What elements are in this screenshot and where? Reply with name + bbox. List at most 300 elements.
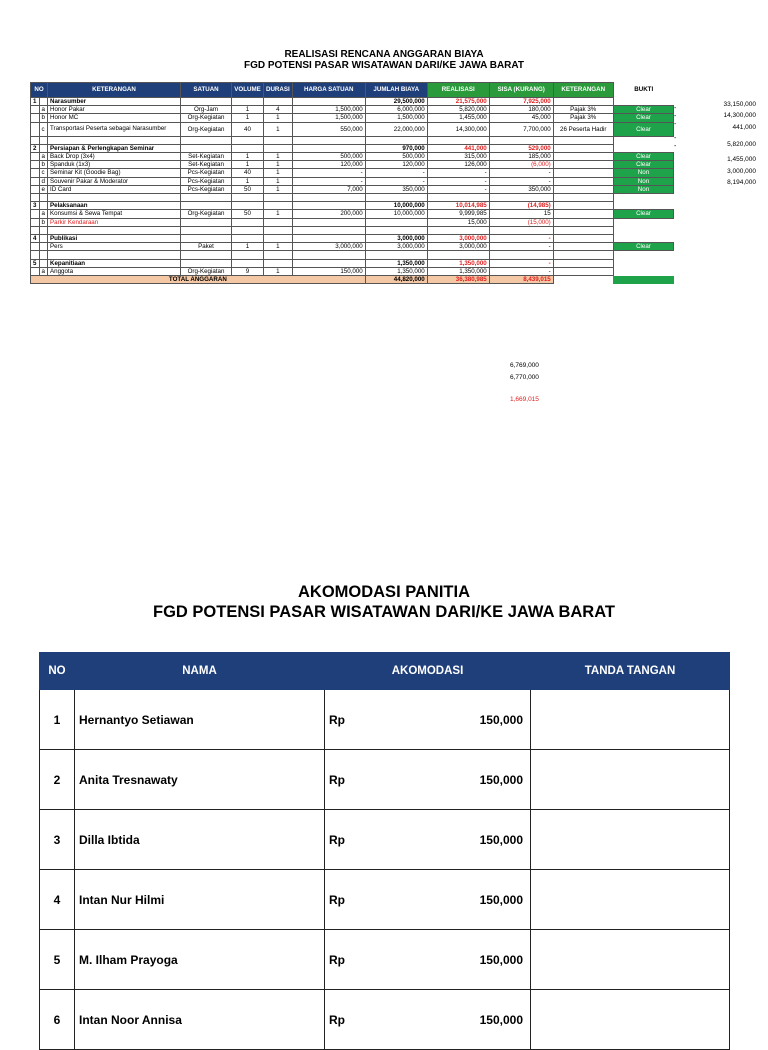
row-keterangan: Konsumsi & Sewa Tempat	[48, 210, 181, 218]
acc-rp: Rp	[329, 952, 345, 967]
row-sub	[39, 144, 48, 152]
row-realisasi	[427, 226, 489, 234]
row-jumlah: 10,000,000	[365, 202, 427, 210]
row-harga: 500,000	[292, 153, 365, 161]
row-harga	[292, 144, 365, 152]
row-realisasi: 10,014,985	[427, 202, 489, 210]
row-sub	[39, 194, 48, 202]
budget-row	[31, 106, 674, 114]
acc-akomodasi	[325, 810, 531, 870]
row-realisasi: 126,000	[427, 161, 489, 169]
row-keterangan: Transportasi Peserta sebagai Narasumber	[48, 122, 181, 136]
budget-title-line1: REALISASI RENCANA ANGGARAN BIAYA	[284, 49, 484, 60]
budget-row	[31, 161, 674, 169]
total-row	[31, 276, 674, 284]
row-keterangan-2	[553, 177, 613, 185]
budget-table	[30, 82, 677, 284]
row-keterangan-2: 26 Peserta Hadir	[553, 122, 613, 136]
note-value-1: 6,769,000	[510, 362, 539, 369]
row-no: 3	[31, 202, 40, 210]
row-durasi	[264, 202, 293, 210]
acc-no: 6	[40, 990, 75, 1050]
row-volume: 1	[232, 106, 264, 114]
acc-amount: 150,000	[479, 772, 523, 787]
side-value: 8,194,000	[727, 179, 756, 186]
row-realisasi: -	[427, 169, 489, 177]
row-sisa: 529,000	[489, 144, 553, 152]
row-no	[31, 122, 40, 136]
acc-rp: Rp	[329, 832, 345, 847]
note-value-3: 1,669,015	[510, 396, 539, 403]
row-keterangan-2: Pajak 3%	[553, 106, 613, 114]
row-volume	[232, 218, 264, 226]
acc-nama: Dilla Ibtida	[75, 810, 325, 870]
row-bukti	[613, 259, 674, 267]
row-sub: b	[39, 218, 48, 226]
acc-akomodasi	[325, 690, 531, 750]
col-keterangan: KETERANGAN	[48, 83, 181, 98]
row-keterangan: Parkir Kendaraan	[48, 218, 181, 226]
row-bukti	[613, 143, 677, 152]
row-sub	[39, 202, 48, 210]
row-volume	[232, 226, 264, 234]
row-volume	[232, 202, 264, 210]
acc-akomodasi	[325, 930, 531, 990]
row-satuan: Pcs-Kegiatan	[181, 177, 232, 185]
row-jumlah	[365, 136, 427, 144]
acc-no: 3	[40, 810, 75, 870]
acc-amount: 150,000	[479, 832, 523, 847]
row-durasi: 1	[264, 210, 293, 218]
row-keterangan: Souvenir Pakar & Moderator	[48, 177, 181, 185]
row-no: 5	[31, 259, 40, 267]
row-jumlah: 10,000,000	[365, 210, 427, 218]
acc-no: 2	[40, 750, 75, 810]
row-jumlah: 1,350,000	[365, 259, 427, 267]
row-sisa: -	[489, 177, 553, 185]
row-durasi: 1	[264, 114, 293, 122]
row-volume	[232, 194, 264, 202]
row-satuan	[181, 226, 232, 234]
row-sub	[39, 136, 48, 144]
acc-signature[interactable]	[531, 870, 730, 930]
total-sisa: 8,439,015	[489, 276, 553, 284]
acc-akomodasi	[325, 990, 531, 1050]
acc-col-nama: NAMA	[75, 653, 325, 690]
row-satuan	[181, 259, 232, 267]
row-bukti	[613, 251, 674, 259]
row-sisa: 7,700,000	[489, 122, 553, 136]
row-volume	[232, 136, 264, 144]
col-durasi: DURASI	[264, 83, 293, 98]
acc-nama: M. Ilham Prayoga	[75, 930, 325, 990]
row-realisasi: 9,999,985	[427, 210, 489, 218]
col-sisa: SISA (KURANG)	[489, 83, 553, 98]
row-durasi: 1	[264, 185, 293, 193]
budget-body	[31, 98, 677, 276]
row-harga: 200,000	[292, 210, 365, 218]
row-keterangan: Pers	[48, 243, 181, 251]
row-satuan: Set-Kegiatan	[181, 153, 232, 161]
row-volume: 1	[232, 114, 264, 122]
row-bukti: Non	[613, 185, 674, 193]
col-no: NO	[31, 83, 48, 98]
row-jumlah	[365, 194, 427, 202]
row-harga: -	[292, 169, 365, 177]
akomodasi-row	[40, 690, 730, 750]
row-bukti	[613, 226, 674, 234]
row-volume: 40	[232, 122, 264, 136]
row-satuan: Org-Kegiatan	[181, 267, 232, 275]
akomodasi-row	[40, 750, 730, 810]
row-no	[31, 114, 40, 122]
acc-no: 4	[40, 870, 75, 930]
bukti-dash: -	[674, 121, 677, 129]
row-bukti: Clear	[613, 153, 674, 161]
row-realisasi: 3,000,000	[427, 243, 489, 251]
row-satuan	[181, 235, 232, 243]
acc-col-tanda-tangan: TANDA TANGAN	[531, 653, 730, 690]
row-realisasi: -	[427, 177, 489, 185]
acc-signature[interactable]	[531, 750, 730, 810]
akomodasi-row	[40, 870, 730, 930]
row-satuan	[181, 251, 232, 259]
row-satuan: Set-Kegiatan	[181, 161, 232, 169]
row-keterangan	[48, 226, 181, 234]
row-jumlah: 3,000,000	[365, 243, 427, 251]
row-harga	[292, 251, 365, 259]
row-satuan	[181, 144, 232, 152]
row-durasi	[264, 194, 293, 202]
row-durasi	[264, 136, 293, 144]
row-sisa: (15,000)	[489, 218, 553, 226]
row-bukti: Clear	[613, 210, 674, 218]
row-harga	[292, 194, 365, 202]
row-bukti	[613, 235, 674, 243]
row-sisa: -	[489, 267, 553, 275]
row-volume	[232, 259, 264, 267]
row-sisa: 7,925,000	[489, 98, 553, 106]
acc-nama: Intan Nur Hilmi	[75, 870, 325, 930]
row-satuan: Pcs-Kegiatan	[181, 185, 232, 193]
row-harga: 550,000	[292, 122, 365, 136]
row-keterangan	[48, 136, 181, 144]
row-no	[31, 136, 40, 144]
row-bukti	[613, 98, 674, 106]
row-harga: 1,500,000	[292, 106, 365, 114]
row-volume: 1	[232, 161, 264, 169]
row-bukti	[613, 267, 674, 275]
row-keterangan-2	[553, 161, 613, 169]
row-bukti: Clear	[613, 106, 674, 114]
side-value: 5,820,000	[727, 141, 756, 148]
row-bukti: Clear	[613, 243, 674, 251]
row-realisasi: 14,300,000	[427, 122, 489, 136]
acc-no: 1	[40, 690, 75, 750]
acc-akomodasi	[325, 750, 531, 810]
budget-title-line2: FGD POTENSI PASAR WISATAWAN DARI/KE JAWA BARAT	[243, 60, 524, 71]
row-satuan	[181, 202, 232, 210]
row-durasi: 1	[264, 161, 293, 169]
row-keterangan-2	[553, 98, 613, 106]
col-harga-satuan: HARGA SATUAN	[292, 83, 365, 98]
row-no	[31, 185, 40, 193]
row-realisasi	[427, 194, 489, 202]
akomodasi-body	[40, 690, 730, 1050]
row-durasi: 1	[264, 177, 293, 185]
row-no	[31, 218, 40, 226]
row-keterangan: Persiapan & Perlengkapan Seminar	[48, 144, 181, 152]
row-sub: e	[39, 185, 48, 193]
side-value: 33,150,000	[723, 101, 756, 108]
row-satuan	[181, 218, 232, 226]
col-satuan: SATUAN	[181, 83, 232, 98]
row-bukti	[613, 202, 674, 210]
acc-rp: Rp	[329, 712, 345, 727]
budget-row	[31, 235, 674, 243]
row-keterangan-2	[553, 194, 613, 202]
row-realisasi: 5,820,000	[427, 106, 489, 114]
row-jumlah: 29,500,000	[365, 98, 427, 106]
acc-amount: 150,000	[479, 952, 523, 967]
budget-row	[31, 194, 674, 202]
row-sisa: 15	[489, 210, 553, 218]
row-durasi: 1	[264, 122, 293, 136]
row-jumlah	[365, 251, 427, 259]
budget-row	[31, 210, 674, 218]
row-sisa: 350,000	[489, 185, 553, 193]
row-bukti: Non	[613, 177, 674, 185]
row-jumlah: 3,000,000	[365, 235, 427, 243]
row-sisa: -	[489, 235, 553, 243]
acc-col-no: NO	[40, 653, 75, 690]
row-satuan: Org-Kegiatan	[181, 122, 232, 136]
bukti-dash: -	[674, 104, 677, 112]
row-realisasi: 15,000	[427, 218, 489, 226]
akomodasi-table	[39, 652, 730, 1050]
row-durasi	[264, 218, 293, 226]
budget-row	[31, 267, 674, 275]
acc-nama: Anita Tresnawaty	[75, 750, 325, 810]
row-no: 1	[31, 98, 40, 106]
bukti-dash: -	[674, 112, 677, 120]
row-keterangan: Anggota	[48, 267, 181, 275]
row-keterangan: ID Card	[48, 185, 181, 193]
row-jumlah: -	[365, 169, 427, 177]
col-volume: VOLUME	[232, 83, 264, 98]
row-sub: d	[39, 177, 48, 185]
akomodasi-row	[40, 930, 730, 990]
acc-amount: 150,000	[479, 712, 523, 727]
row-durasi	[264, 251, 293, 259]
row-harga: 3,000,000	[292, 243, 365, 251]
row-satuan: Org-Kegiatan	[181, 114, 232, 122]
row-keterangan-2	[553, 153, 613, 161]
bukti-dash: -	[674, 135, 677, 143]
row-durasi	[264, 98, 293, 106]
row-volume	[232, 144, 264, 152]
row-keterangan: Honor Pakar	[48, 106, 181, 114]
row-jumlah: -	[365, 177, 427, 185]
budget-row	[31, 202, 674, 210]
side-value: 3,000,000	[727, 168, 756, 175]
budget-row	[31, 218, 674, 226]
acc-signature[interactable]	[531, 690, 730, 750]
row-keterangan: Seminar Kit (Goodie Bag)	[48, 169, 181, 177]
row-harga	[292, 235, 365, 243]
row-no	[31, 177, 40, 185]
row-bukti	[613, 194, 674, 202]
row-bukti	[613, 135, 677, 144]
row-harga: -	[292, 177, 365, 185]
acc-amount: 150,000	[479, 892, 523, 907]
total-jumlah: 44,820,000	[365, 276, 427, 284]
row-sub	[39, 259, 48, 267]
row-no	[31, 210, 40, 218]
acc-rp: Rp	[329, 892, 345, 907]
row-jumlah: 500,000	[365, 153, 427, 161]
row-satuan	[181, 194, 232, 202]
row-no	[31, 169, 40, 177]
row-sisa: (6,000)	[489, 161, 553, 169]
side-value: 14,300,000	[723, 112, 756, 119]
acc-signature[interactable]	[531, 930, 730, 990]
budget-row	[31, 251, 674, 259]
row-no: 4	[31, 235, 40, 243]
row-keterangan: Kepanitiaan	[48, 259, 181, 267]
row-harga	[292, 98, 365, 106]
row-volume: 50	[232, 210, 264, 218]
row-realisasi	[427, 251, 489, 259]
row-realisasi	[427, 136, 489, 144]
acc-signature[interactable]	[531, 810, 730, 870]
row-no	[31, 226, 40, 234]
row-realisasi: 1,350,000	[427, 259, 489, 267]
side-value: 441,000	[732, 124, 756, 131]
row-harga: 120,000	[292, 161, 365, 169]
row-sub	[39, 98, 48, 106]
row-volume: 50	[232, 185, 264, 193]
acc-signature[interactable]	[531, 990, 730, 1050]
row-sub: c	[39, 169, 48, 177]
row-sub: a	[39, 106, 48, 114]
row-realisasi: -	[427, 185, 489, 193]
row-volume	[232, 251, 264, 259]
row-bukti: Non	[613, 169, 674, 177]
row-keterangan-2	[553, 169, 613, 177]
row-harga: 1,500,000	[292, 114, 365, 122]
row-durasi	[264, 144, 293, 152]
bukti-dash: -	[674, 143, 677, 151]
budget-row	[31, 136, 674, 144]
row-keterangan-2: Pajak 3%	[553, 114, 613, 122]
row-bukti: Clear	[613, 114, 674, 122]
row-jumlah: 6,000,000	[365, 106, 427, 114]
budget-row	[31, 169, 674, 177]
row-realisasi: 315,000	[427, 153, 489, 161]
row-keterangan: Pelaksanaan	[48, 202, 181, 210]
row-satuan: Org-Kegiatan	[181, 210, 232, 218]
akomodasi-title-line2: FGD POTENSI PASAR WISATAWAN DARI/KE JAWA BARAT	[152, 603, 615, 621]
row-sisa: 180,000	[489, 106, 553, 114]
row-harga	[292, 259, 365, 267]
budget-row	[31, 114, 674, 122]
row-keterangan	[48, 251, 181, 259]
acc-rp: Rp	[329, 772, 345, 787]
acc-amount: 150,000	[479, 1012, 523, 1027]
row-no	[31, 267, 40, 275]
row-no	[31, 243, 40, 251]
row-no	[31, 106, 40, 114]
row-sub: b	[39, 114, 48, 122]
budget-header-row	[31, 83, 674, 98]
row-volume: 1	[232, 243, 264, 251]
row-bukti: Clear	[613, 122, 674, 136]
row-keterangan-2	[553, 259, 613, 267]
row-durasi: 1	[264, 267, 293, 275]
row-harga	[292, 136, 365, 144]
budget-row	[31, 226, 674, 234]
row-jumlah: 350,000	[365, 185, 427, 193]
row-durasi: 1	[264, 169, 293, 177]
side-value: 1,455,000	[727, 156, 756, 163]
row-keterangan-2	[553, 210, 613, 218]
budget-row	[31, 259, 674, 267]
row-keterangan	[48, 194, 181, 202]
row-bukti: Clear	[613, 161, 674, 169]
row-sisa	[489, 136, 553, 144]
row-keterangan-2	[553, 251, 613, 259]
budget-row	[31, 122, 674, 136]
row-keterangan: Spanduk (1x3)	[48, 161, 181, 169]
row-no: 2	[31, 144, 40, 152]
row-harga: 150,000	[292, 267, 365, 275]
row-volume	[232, 235, 264, 243]
row-sub	[39, 251, 48, 259]
row-keterangan: Honor MC	[48, 114, 181, 122]
row-keterangan-2	[553, 218, 613, 226]
row-jumlah	[365, 218, 427, 226]
total-label: TOTAL ANGGARAN	[31, 276, 366, 284]
row-sisa: (14,985)	[489, 202, 553, 210]
akomodasi-row	[40, 990, 730, 1050]
row-keterangan-2	[553, 243, 613, 251]
row-no	[31, 153, 40, 161]
row-sisa: 45,000	[489, 114, 553, 122]
row-keterangan-2	[553, 144, 613, 152]
acc-col-akomodasi: AKOMODASI	[325, 653, 531, 690]
budget-row	[31, 185, 674, 193]
acc-akomodasi	[325, 870, 531, 930]
budget-row	[31, 98, 674, 106]
row-sub: a	[39, 210, 48, 218]
row-keterangan: Narasumber	[48, 98, 181, 106]
row-jumlah: 1,350,000	[365, 267, 427, 275]
row-sisa	[489, 194, 553, 202]
row-sisa	[489, 226, 553, 234]
col-realisasi: REALISASI	[427, 83, 489, 98]
row-jumlah: 22,000,000	[365, 122, 427, 136]
row-harga	[292, 226, 365, 234]
row-no	[31, 251, 40, 259]
row-realisasi: 441,000	[427, 144, 489, 152]
row-durasi	[264, 235, 293, 243]
row-harga	[292, 202, 365, 210]
row-keterangan-2	[553, 235, 613, 243]
row-sub: a	[39, 267, 48, 275]
row-realisasi: 1,455,000	[427, 114, 489, 122]
row-volume	[232, 98, 264, 106]
